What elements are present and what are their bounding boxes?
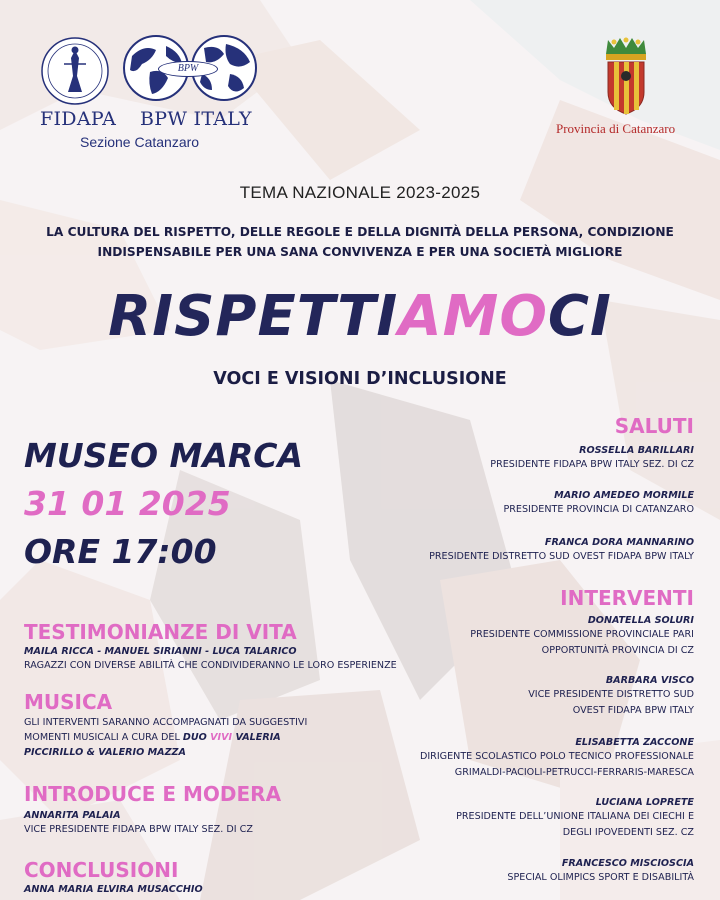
tema-nazionale: TEMA NAZIONALE 2023-2025: [239, 183, 481, 202]
bpw-italy-label: BPW ITALY: [140, 108, 252, 130]
tema-description-line-2: INDISPENSABILE PER UNA SANA CONVIVENZA E PER UNA SOCIETÀ MIGLIORE: [97, 245, 623, 259]
conclusioni-name: ANNA MARIA ELVIRA MUSACCHIO: [24, 884, 203, 895]
title-part-1: RISPETTI: [108, 284, 399, 349]
conclusioni-heading: CONCLUSIONI: [24, 858, 179, 882]
interventi-role-2a: VICE PRESIDENTE DISTRETTO SUD: [528, 689, 694, 700]
saluti-role-1: PRESIDENTE FIDAPA BPW ITALY SEZ. DI CZ: [490, 459, 694, 470]
saluti-name-3: FRANCA DORA MANNARINO: [544, 537, 694, 548]
introduce-heading: INTRODUCE E MODERA: [24, 782, 282, 806]
title-part-2: AMO: [398, 284, 548, 349]
interventi-role-4b: DEGLI IPOVEDENTI SEZ. CZ: [562, 827, 694, 838]
sezione-label: Sezione Catanzaro: [80, 134, 200, 150]
interventi-name-3: ELISABETTA ZACCONE: [575, 737, 694, 748]
interventi-name-2: BARBARA VISCO: [605, 675, 694, 686]
saluti-role-3: PRESIDENTE DISTRETTO SUD OVEST FIDAPA BPW ITALY: [429, 551, 694, 562]
interventi-heading: INTERVENTI: [560, 586, 694, 610]
interventi-role-4a: PRESIDENTE DELL’UNIONE ITALIANA DEI CIECHI E: [456, 811, 694, 822]
testimonianze-text: RAGAZZI CON DIVERSE ABILITÀ CHE CONDIVIDERANNO LE LORO ESPERIENZE: [24, 660, 397, 671]
musica-heading: MUSICA: [24, 690, 113, 714]
saluti-name-2: MARIO AMEDEO MORMILE: [554, 490, 694, 501]
interventi-name-5: FRANCESCO MISCIOSCIA: [561, 858, 694, 869]
interventi-role-3b: GRIMALDI-PACIOLI-PETRUCCI-FERRARIS-MARESCA: [454, 767, 694, 778]
introduce-role: VICE PRESIDENTE FIDAPA BPW ITALY SEZ. DI CZ: [24, 824, 253, 835]
testimonianze-heading: TESTIMONIANZE DI VITA: [24, 620, 297, 644]
interventi-role-5a: SPECIAL OLIMPICS SPORT E DISABILITÀ: [507, 872, 694, 883]
interventi-name-1: DONATELLA SOLURI: [587, 615, 694, 626]
testimonianze-names: MAILA RICCA - MANUEL SIRIANNI - LUCA TALARICO: [24, 646, 297, 657]
saluti-name-1: ROSSELLA BARILLARI: [579, 445, 694, 456]
musica-line-2-a: MOMENTI MUSICALI A CURA DEL: [24, 732, 183, 743]
event-date: 31 01 2025: [24, 484, 231, 523]
provincia-label: Provincia di Catanzaro: [556, 121, 676, 136]
musica-line-2: [24, 730, 281, 746]
saluti-heading: SALUTI: [614, 414, 694, 438]
musica-line-3: PICCIRILLO & VALERIO MAZZA: [24, 747, 186, 758]
musica-duo: DUO: [182, 732, 211, 743]
event-place: MUSEO MARCA: [24, 436, 304, 475]
event-time: ORE 17:00: [24, 532, 217, 571]
tema-description: [40, 222, 680, 262]
musica-valeria: VALERIA: [232, 732, 281, 743]
main-title: [0, 284, 720, 349]
provincia-crest-logo: [600, 36, 652, 116]
tema-description-line-1: LA CULTURA DEL RISPETTO, DELLE REGOLE E DELLA DIGNITÀ DELLA PERSONA, CONDIZIONE: [46, 225, 674, 239]
bpw-banner: BPW: [158, 61, 218, 77]
musica-line-1: GLI INTERVENTI SARANNO ACCOMPAGNATI DA SUGGESTIVI: [24, 717, 308, 728]
interventi-role-1b: OPPORTUNITÀ PROVINCIA DI CZ: [541, 645, 694, 656]
interventi-role-1a: PRESIDENTE COMMISSIONE PROVINCIALE PARI: [470, 629, 694, 640]
introduce-name: ANNARITA PALAIA: [24, 810, 121, 821]
saluti-role-2: PRESIDENTE PROVINCIA DI CATANZARO: [503, 504, 694, 515]
interventi-role-3a: DIRIGENTE SCOLASTICO POLO TECNICO PROFESSIONALE: [419, 751, 694, 762]
musica-vivi: VIVI: [210, 732, 233, 743]
interventi-name-4: LUCIANA LOPRETE: [595, 797, 694, 808]
interventi-role-2b: OVEST FIDAPA BPW ITALY: [572, 705, 694, 716]
fidapa-label: FIDAPA: [40, 108, 117, 130]
fidapa-seal-logo: [40, 36, 110, 106]
title-part-3: CI: [547, 284, 612, 349]
subtitle: VOCI E VISIONI D’INCLUSIONE: [213, 369, 507, 389]
